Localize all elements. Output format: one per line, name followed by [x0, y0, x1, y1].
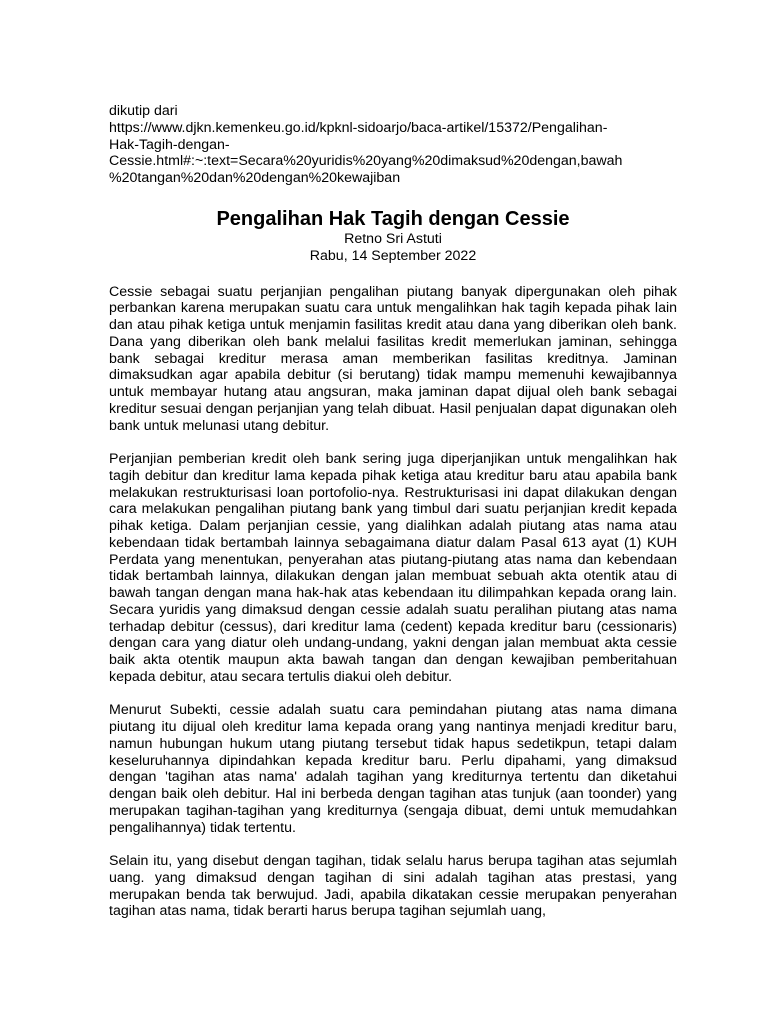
source-url-line: https://www.djkn.kemenkeu.go.id/kpknl-sidoarjo/baca-artikel/15372/Pengalihan-	[109, 119, 608, 136]
article-date: Rabu, 14 September 2022	[309, 247, 477, 264]
article-paragraph: Cessie sebagai suatu perjanjian pengalihan piutang banyak dipergunakan oleh pihak perbankan karena merupakan suatu cara untuk mengalihkan hak tagih kepada pihak lain dan atau pihak ketiga untuk menjamin fasilitas kredit atau dana yang diberikan oleh bank. Dana yang diberikan oleh bank melalui fasilitas kredit memerlukan jaminan, sehingga bank sebagai kreditur merasa aman memberikan fasilitas kreditnya. Jaminan dimaksudkan agar apabila debitur (si berutang) tidak mampu memenuhi kewajibannya untuk membayar hutang atau angsuran, maka jaminan dapat dijual oleh bank sebagai kreditur sesuai dengan perjanjian yang telah dibuat. Hasil penjualan dapat digunakan oleh bank untuk melunasi utang debitur.	[109, 283, 677, 434]
article-paragraph: Perjanjian pemberian kredit oleh bank sering juga diperjanjikan untuk mengalihkan hak tagih debitur dan kreditur lama kepada pihak ketiga atau kreditur baru atau apabila bank melakukan restrukturisasi loan portofolio-nya. Restrukturisasi ini dapat dilakukan dengan cara melakukan pengalihan piutang bank yang timbul dari suatu perjanjian kredit kepada pihak ketiga. Dalam perjanjian cessie, yang dialihkan adalah piutang atas nama atau kebendaan tidak bertambah lainnya sebagaimana diatur dalam Pasal 613 ayat (1) KUH Perdata yang menentukan, penyerahan atas piutang-piutang atas nama dan kebendaan tidak bertambah lainnya, dilakukan dengan jalan membuat sebuah akta otentik atau di bawah tangan dengan mana hak-hak atas kebendaan itu dilimpahkan kepada orang lain. Secara yuridis yang dimaksud dengan cessie adalah suatu peralihan piutang atas nama terhadap debitur (cessus), dari kreditur lama (cedent) kepada kreditur baru (cessionaris) dengan cara yang diatur oleh undang-undang, yakni dengan jalan membuat akta cessie baik akta otentik maupun akta bawah tangan dan dengan kewajiban pemberitahuan kepada debitur, atau secara tertulis diakui oleh debitur.	[109, 451, 677, 685]
source-url-line: Cessie.html#:~:text=Secara%20yuridis%20yang%20dimaksud%20dengan,bawah	[109, 153, 623, 170]
source-url-line: Hak-Tagih-dengan-	[109, 136, 230, 153]
article-paragraph: Menurut Subekti, cessie adalah suatu cara pemindahan piutang atas nama dimana piutang itu dijual oleh kreditur lama kepada orang yang nantinya menjadi kreditur baru, namun hubungan hukum utang piutang tersebut tidak hapus sedetikpun, tetapi dalam keseluruhannya dipindahkan kepada kreditur baru. Perlu dipahami, yang dimaksud dengan 'tagihan atas nama' adalah tagihan yang krediturnya tertentu dan diketahui dengan baik oleh debitur. Hal ini berbeda dengan tagihan atas tunjuk (aan toonder) yang merupakan tagihan-tagihan yang krediturnya (sengaja dibuat, demi untuk memudahkan pengalihannya) tidak tertentu.	[109, 702, 677, 836]
source-url-line: %20tangan%20dan%20dengan%20kewajiban	[109, 170, 401, 187]
document-page	[109, 103, 677, 937]
source-line: dikutip dari	[109, 103, 178, 119]
article-author: Retno Sri Astuti	[344, 230, 442, 247]
source-citation	[109, 103, 677, 187]
article-body	[109, 284, 677, 921]
article-paragraph: Selain itu, yang disebut dengan tagihan, tidak selalu harus berupa tagihan atas sejumlah uang. yang dimaksud dengan tagihan di sini adalah tagihan atas prestasi, yang merupakan benda tak berwujud. Jadi, apabila dikatakan cessie merupakan penyerahan tagihan atas nama, tidak berarti harus berupa tagihan sejumlah uang,	[109, 853, 677, 920]
article-title: Pengalihan Hak Tagih dengan Cessie	[216, 207, 570, 230]
